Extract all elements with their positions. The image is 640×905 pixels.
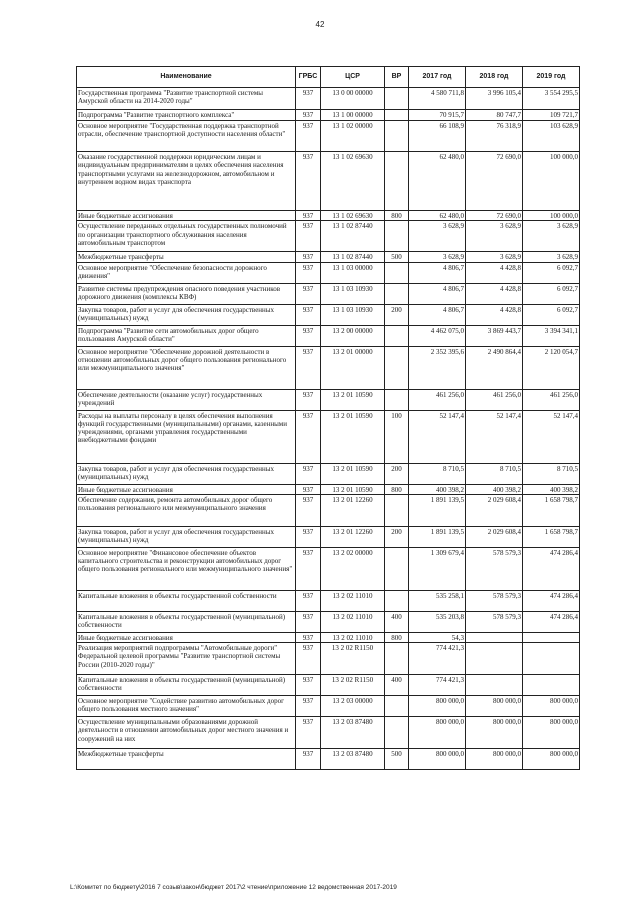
table-row [77, 484, 580, 494]
cell-vr [385, 262, 409, 283]
table-row [77, 696, 580, 717]
cell-y2018: 2 029 608,4 [466, 526, 523, 547]
table-row [77, 463, 580, 484]
cell-name: Капитальные вложения в объекты государственной (муниципальной) собственности [77, 611, 296, 632]
cell-grbs: 937 [296, 304, 321, 325]
cell-y2017: 4 806,7 [409, 283, 466, 304]
cell-y2019: 6 092,7 [523, 283, 580, 304]
cell-grbs: 937 [296, 675, 321, 696]
cell-csr: 13 2 00 00000 [321, 325, 385, 346]
cell-y2018: 4 428,8 [466, 283, 523, 304]
page-number: 42 [315, 20, 325, 29]
cell-y2019: 2 120 054,7 [523, 346, 580, 389]
cell-y2019: 474 286,4 [523, 590, 580, 611]
cell-vr: 200 [385, 463, 409, 484]
cell-grbs: 937 [296, 484, 321, 494]
cell-y2019: 6 092,7 [523, 262, 580, 283]
cell-name: Межбюджетные трансферты [77, 749, 296, 770]
cell-y2017: 4 806,7 [409, 262, 466, 283]
cell-y2018: 72 690,0 [466, 211, 523, 221]
cell-vr [385, 283, 409, 304]
cell-csr: 13 2 01 10590 [321, 389, 385, 410]
table-row [77, 526, 580, 547]
cell-csr: 13 2 02 11010 [321, 590, 385, 611]
cell-y2019: 3 628,9 [523, 252, 580, 262]
cell-y2019: 800 000,0 [523, 749, 580, 770]
cell-y2018: 4 428,8 [466, 304, 523, 325]
cell-csr: 13 2 03 87480 [321, 749, 385, 770]
cell-csr: 13 1 02 69630 [321, 211, 385, 221]
cell-name: Основное мероприятие "Финансовое обеспечение объектов капитального строительства и реконструкции автомобильных дорог общего пользования регионального или межмуниципального значения" [77, 547, 296, 590]
cell-name: Подпрограмма "Развитие сети автомобильных дорог общего пользования Амурской области" [77, 325, 296, 346]
cell-y2017: 70 915,7 [409, 110, 466, 121]
cell-y2019: 474 286,4 [523, 611, 580, 632]
cell-y2019: 8 710,5 [523, 463, 580, 484]
cell-grbs: 937 [296, 110, 321, 121]
cell-y2017: 4 806,7 [409, 304, 466, 325]
cell-y2019: 100 000,0 [523, 152, 580, 211]
cell-name: Основное мероприятие "Государственная поддержка транспортной отрасли, обеспечение транспортной доступности населения области" [77, 121, 296, 152]
cell-vr: 500 [385, 252, 409, 262]
cell-grbs: 937 [296, 283, 321, 304]
cell-y2017: 3 628,9 [409, 252, 466, 262]
cell-vr [385, 346, 409, 389]
cell-csr: 13 2 01 10590 [321, 484, 385, 494]
table-row [77, 643, 580, 675]
header-vr: ВР [385, 67, 409, 88]
cell-y2017: 2 352 395,6 [409, 346, 466, 389]
table-row [77, 121, 580, 152]
cell-name: Подпрограмма "Развитие транспортного комплекса" [77, 110, 296, 121]
cell-grbs: 937 [296, 221, 321, 252]
cell-name: Иные бюджетные ассигнования [77, 211, 296, 221]
cell-y2017: 774 421,3 [409, 643, 466, 675]
cell-name: Реализация мероприятий подпрограммы "Автомобильные дороги" Федеральной целевой программы "Развитие транспортной системы России (2010-2020 годы)" [77, 643, 296, 675]
cell-vr: 200 [385, 304, 409, 325]
cell-grbs: 937 [296, 88, 321, 110]
cell-y2019: 109 721,7 [523, 110, 580, 121]
cell-y2017: 800 000,0 [409, 749, 466, 770]
cell-csr: 13 2 02 00000 [321, 547, 385, 590]
cell-y2019: 1 658 798,7 [523, 526, 580, 547]
cell-y2018: 578 579,3 [466, 590, 523, 611]
cell-vr: 500 [385, 749, 409, 770]
table-row [77, 252, 580, 262]
cell-name: Капитальные вложения в объекты государственной собственности [77, 590, 296, 611]
cell-y2018: 76 318,9 [466, 121, 523, 152]
cell-y2019: 474 286,4 [523, 547, 580, 590]
cell-y2019: 461 256,0 [523, 389, 580, 410]
cell-csr: 13 1 00 00000 [321, 110, 385, 121]
cell-y2019: 6 092,7 [523, 304, 580, 325]
cell-y2019 [523, 643, 580, 675]
cell-vr [385, 221, 409, 252]
cell-csr: 13 1 03 10930 [321, 283, 385, 304]
cell-grbs: 937 [296, 121, 321, 152]
cell-csr: 13 2 02 R1150 [321, 675, 385, 696]
table-row [77, 325, 580, 346]
cell-grbs: 937 [296, 749, 321, 770]
cell-y2018: 400 398,2 [466, 484, 523, 494]
cell-grbs: 937 [296, 590, 321, 611]
cell-y2019: 1 658 798,7 [523, 494, 580, 526]
cell-csr: 13 1 02 69630 [321, 152, 385, 211]
table-row [77, 611, 580, 632]
cell-vr [385, 696, 409, 717]
cell-y2017: 4 462 075,0 [409, 325, 466, 346]
cell-vr: 400 [385, 611, 409, 632]
table-row [77, 389, 580, 410]
cell-name: Осуществление муниципальными образованиями дорожной деятельности в отношении автомобильных дорог местного значения и сооружений на них [77, 717, 296, 749]
cell-y2018: 80 747,7 [466, 110, 523, 121]
cell-name: Иные бюджетные ассигнования [77, 484, 296, 494]
cell-y2017: 8 710,5 [409, 463, 466, 484]
table-body [77, 88, 580, 770]
cell-csr: 13 0 00 00000 [321, 88, 385, 110]
cell-grbs: 937 [296, 547, 321, 590]
cell-y2017: 62 480,0 [409, 211, 466, 221]
cell-name: Государственная программа "Развитие транспортной системы Амурской области на 2014-2020 годы" [77, 88, 296, 110]
cell-name: Обеспечение содержания, ремонта автомобильных дорог общего пользования регионального или межмуниципального значения [77, 494, 296, 526]
table-row [77, 262, 580, 283]
cell-y2017: 3 628,9 [409, 221, 466, 252]
cell-csr: 13 1 02 87440 [321, 252, 385, 262]
cell-vr: 800 [385, 211, 409, 221]
cell-grbs: 937 [296, 262, 321, 283]
cell-grbs: 937 [296, 325, 321, 346]
cell-grbs: 937 [296, 717, 321, 749]
cell-grbs: 937 [296, 211, 321, 221]
cell-y2019: 103 628,9 [523, 121, 580, 152]
cell-csr: 13 2 02 11010 [321, 632, 385, 642]
cell-y2018: 461 256,0 [466, 389, 523, 410]
cell-y2018 [466, 675, 523, 696]
cell-name: Расходы на выплаты персоналу в целях обеспечения выполнения функций государственными (муниципальными) органами, казенными учреждениями, органами управления государственными внебюджетными фондами [77, 410, 296, 463]
table-row [77, 675, 580, 696]
budget-table [76, 66, 580, 770]
cell-y2017: 400 398,2 [409, 484, 466, 494]
cell-csr: 13 2 03 00000 [321, 696, 385, 717]
cell-vr: 800 [385, 484, 409, 494]
cell-csr: 13 2 03 87480 [321, 717, 385, 749]
cell-csr: 13 1 03 10930 [321, 304, 385, 325]
header-2018: 2018 год [466, 67, 523, 88]
header-csr: ЦСР [321, 67, 385, 88]
cell-y2018: 3 996 105,4 [466, 88, 523, 110]
header-2017: 2017 год [409, 67, 466, 88]
cell-y2018: 578 579,3 [466, 611, 523, 632]
header-grbs: ГРБС [296, 67, 321, 88]
cell-y2018: 800 000,0 [466, 749, 523, 770]
cell-grbs: 937 [296, 410, 321, 463]
cell-name: Капитальные вложения в объекты государственной (муниципальной) собственности [77, 675, 296, 696]
cell-vr [385, 547, 409, 590]
cell-y2017: 1 309 679,4 [409, 547, 466, 590]
table-row [77, 346, 580, 389]
cell-y2019: 52 147,4 [523, 410, 580, 463]
cell-y2018: 578 579,3 [466, 547, 523, 590]
cell-vr: 100 [385, 410, 409, 463]
cell-y2018: 52 147,4 [466, 410, 523, 463]
cell-y2018: 72 690,0 [466, 152, 523, 211]
cell-grbs: 937 [296, 494, 321, 526]
header-name: Наименование [77, 67, 296, 88]
table-row [77, 211, 580, 221]
cell-y2017: 461 256,0 [409, 389, 466, 410]
cell-y2017: 800 000,0 [409, 696, 466, 717]
cell-grbs: 937 [296, 643, 321, 675]
cell-y2019: 3 554 295,5 [523, 88, 580, 110]
table-row [77, 152, 580, 211]
cell-name: Оказание государственной поддержки юридическим лицам и индивидуальным предпринимателям в целях обеспечения населения транспортными услугами на железнодорожном, автомобильном и внутреннем водном видах транспорта [77, 152, 296, 211]
cell-csr: 13 2 02 R1150 [321, 643, 385, 675]
table-row [77, 590, 580, 611]
cell-csr: 13 2 01 10590 [321, 410, 385, 463]
cell-y2017: 1 891 139,5 [409, 494, 466, 526]
table-row [77, 221, 580, 252]
cell-name: Закупка товаров, работ и услуг для обеспечения государственных (муниципальных) нужд [77, 304, 296, 325]
cell-y2019: 100 000,0 [523, 211, 580, 221]
cell-y2017: 66 108,9 [409, 121, 466, 152]
cell-grbs: 937 [296, 696, 321, 717]
cell-y2019: 400 398,2 [523, 484, 580, 494]
table-row [77, 410, 580, 463]
cell-name: Основное мероприятие "Обеспечение безопасности дорожного движения" [77, 262, 296, 283]
cell-y2019: 3 394 341,1 [523, 325, 580, 346]
cell-grbs: 937 [296, 346, 321, 389]
cell-y2018: 3 628,9 [466, 221, 523, 252]
cell-name: Иные бюджетные ассигнования [77, 632, 296, 642]
cell-name: Закупка товаров, работ и услуг для обеспечения государственных (муниципальных) нужд [77, 463, 296, 484]
cell-y2017: 774 421,3 [409, 675, 466, 696]
table-row [77, 88, 580, 110]
cell-csr: 13 1 02 87440 [321, 221, 385, 252]
cell-y2017: 52 147,4 [409, 410, 466, 463]
cell-y2017: 54,3 [409, 632, 466, 642]
cell-y2018 [466, 632, 523, 642]
cell-csr: 13 2 01 10590 [321, 463, 385, 484]
table-row [77, 494, 580, 526]
cell-y2018: 2 490 864,4 [466, 346, 523, 389]
table-row [77, 547, 580, 590]
cell-grbs: 937 [296, 152, 321, 211]
table-row [77, 717, 580, 749]
cell-vr: 200 [385, 526, 409, 547]
cell-vr [385, 590, 409, 611]
cell-y2019 [523, 675, 580, 696]
table-row [77, 110, 580, 121]
cell-y2018: 4 428,8 [466, 262, 523, 283]
cell-y2018: 2 029 608,4 [466, 494, 523, 526]
cell-csr: 13 2 01 12260 [321, 526, 385, 547]
cell-grbs: 937 [296, 389, 321, 410]
cell-y2019: 800 000,0 [523, 696, 580, 717]
table-row [77, 632, 580, 642]
cell-y2018: 800 000,0 [466, 717, 523, 749]
cell-y2017: 535 203,8 [409, 611, 466, 632]
cell-name: Закупка товаров, работ и услуг для обеспечения государственных (муниципальных) нужд [77, 526, 296, 547]
cell-y2017: 535 258,1 [409, 590, 466, 611]
header-2019: 2019 год [523, 67, 580, 88]
cell-y2018: 3 869 443,7 [466, 325, 523, 346]
table-header-row [77, 67, 580, 88]
cell-y2018 [466, 643, 523, 675]
cell-name: Межбюджетные трансферты [77, 252, 296, 262]
cell-vr [385, 389, 409, 410]
cell-name: Развитие системы предупреждения опасного поведения участников дорожного движения (комплексы КВФ) [77, 283, 296, 304]
cell-name: Основное мероприятие "Содействие развитию автомобильных дорог общего пользования местного значения" [77, 696, 296, 717]
cell-vr [385, 121, 409, 152]
cell-csr: 13 1 03 00000 [321, 262, 385, 283]
cell-grbs: 937 [296, 611, 321, 632]
cell-csr: 13 2 02 11010 [321, 611, 385, 632]
cell-vr [385, 717, 409, 749]
cell-y2017: 800 000,0 [409, 717, 466, 749]
cell-name: Осуществление переданных отдельных государственных полномочий по организации транспортного обслуживания населения автомобильным транспортом [77, 221, 296, 252]
cell-vr: 800 [385, 632, 409, 642]
table-row [77, 283, 580, 304]
cell-csr: 13 2 01 12260 [321, 494, 385, 526]
cell-y2018: 3 628,9 [466, 252, 523, 262]
table-row [77, 304, 580, 325]
cell-vr [385, 152, 409, 211]
cell-y2019: 800 000,0 [523, 717, 580, 749]
footer-file-path: L:\Комитет по бюджету\2016 7 созыв\закон\бюджет 2017\2 чтение\приложение 12 ведомственная 2017-2019 [70, 884, 397, 891]
cell-csr: 13 2 01 00000 [321, 346, 385, 389]
cell-y2018: 800 000,0 [466, 696, 523, 717]
cell-grbs: 937 [296, 252, 321, 262]
cell-vr [385, 325, 409, 346]
cell-y2019: 3 628,9 [523, 221, 580, 252]
table-row [77, 749, 580, 770]
cell-vr [385, 110, 409, 121]
cell-grbs: 937 [296, 526, 321, 547]
cell-vr: 400 [385, 675, 409, 696]
cell-name: Обеспечение деятельности (оказание услуг) государственных учреждений [77, 389, 296, 410]
cell-y2019 [523, 632, 580, 642]
cell-vr [385, 643, 409, 675]
cell-y2017: 4 580 711,8 [409, 88, 466, 110]
cell-y2018: 8 710,5 [466, 463, 523, 484]
cell-y2017: 1 891 139,5 [409, 526, 466, 547]
cell-csr: 13 1 02 00000 [321, 121, 385, 152]
cell-y2017: 62 480,0 [409, 152, 466, 211]
cell-name: Основное мероприятие "Обеспечение дорожной деятельности в отношении автомобильных дорог общего пользования регионального или межмуниципального значения" [77, 346, 296, 389]
cell-vr [385, 88, 409, 110]
cell-vr [385, 494, 409, 526]
cell-grbs: 937 [296, 632, 321, 642]
cell-grbs: 937 [296, 463, 321, 484]
